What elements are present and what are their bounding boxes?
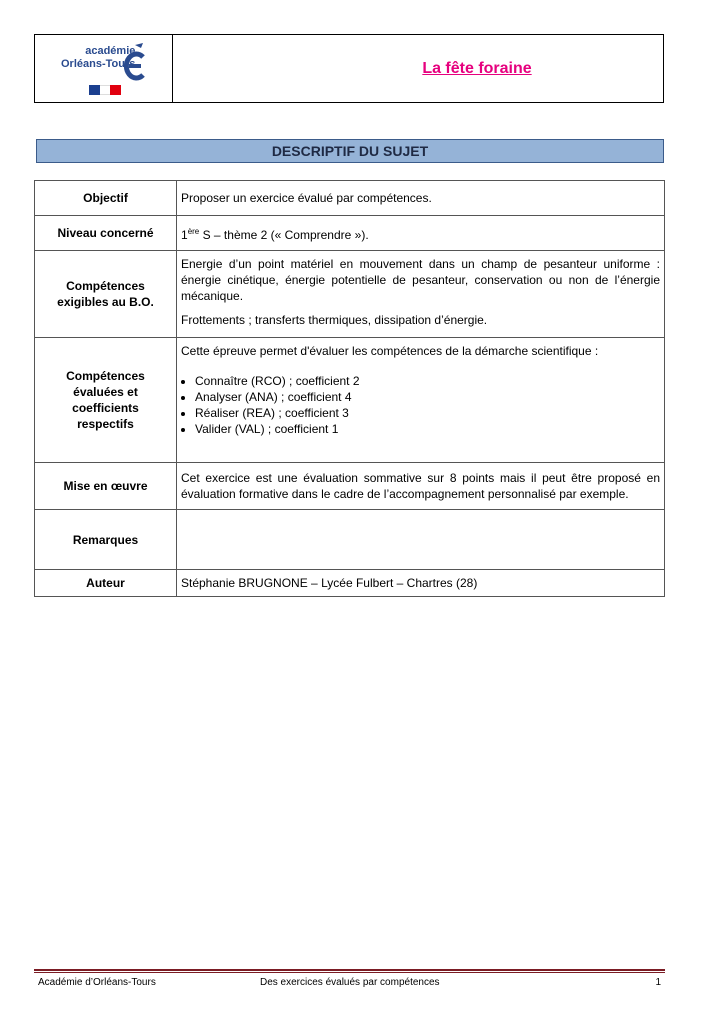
footer-center: Des exercices évalués par compétences — [260, 977, 440, 988]
row-value — [177, 181, 665, 216]
logo-line1: académie — [85, 45, 136, 57]
list-item: • Valider (VAL) ; coefficient 1 — [195, 421, 660, 437]
bo-paragraph-2: Frottements ; transferts thermiques, dissipation d’énergie. — [181, 313, 488, 327]
document-title: La fête foraine — [422, 59, 532, 77]
row-label: Auteur — [35, 570, 177, 597]
list-item: • Analyser (ANA) ; coefficient 4 — [195, 389, 660, 405]
list-item: • Connaître (RCO) ; coefficient 2 — [195, 373, 660, 389]
competence-list — [181, 373, 660, 437]
row-value — [177, 510, 665, 570]
page-number: 1 — [655, 977, 661, 988]
label-line: coefficients — [72, 401, 139, 415]
label-line: respectifs — [77, 417, 134, 431]
row-label: Objectif — [35, 181, 177, 216]
academy-logo — [35, 35, 173, 102]
row-value — [177, 338, 665, 463]
row-value — [177, 251, 665, 338]
label-line: évaluées et — [73, 385, 138, 399]
row-value — [177, 570, 665, 597]
row-value — [177, 216, 665, 251]
niveau-num: 1 — [181, 227, 188, 242]
label-line: exigibles au B.O. — [57, 295, 154, 309]
eval-intro: Cette épreuve permet d'évaluer les compétences de la démarche scientifique : — [181, 344, 599, 358]
table-row — [35, 510, 665, 570]
flag-red — [110, 85, 121, 95]
footer-rule — [34, 969, 665, 971]
description-table — [34, 180, 665, 597]
header-box — [34, 34, 664, 103]
row-label — [35, 338, 177, 463]
footer-left: Académie d’Orléans-Tours — [38, 977, 156, 988]
row-label: Niveau concerné — [35, 216, 177, 251]
niveau-rest: S – thème 2 (« Comprendre »). — [199, 227, 369, 242]
logo-line2: Orléans-Tours — [61, 58, 136, 70]
footer-rule-thin — [34, 972, 665, 973]
table-row — [35, 216, 665, 251]
label-line: Compétences — [66, 279, 145, 293]
mise-text: Cet exercice est une évaluation sommative sur 8 points mais il peut être proposé en évaluation formative dans le cadre de l’accompagnement personnalisé par exemple. — [181, 471, 660, 501]
row-label: Remarques — [35, 510, 177, 570]
republic-flag-icon — [89, 85, 121, 95]
bo-paragraph-1: Energie d’un point matériel en mouvement dans un champ de pesanteur uniforme : énergie cinétique, énergie potentielle de pesanteur, conservation ou non de l’énergie mécanique. — [181, 257, 660, 303]
table-row — [35, 570, 665, 597]
table-row — [35, 463, 665, 510]
row-label — [35, 251, 177, 338]
auteur-text: Stéphanie BRUGNONE – Lycée Fulbert – Chartres (28) — [181, 576, 478, 590]
table-row — [35, 251, 665, 338]
row-value — [177, 463, 665, 510]
flag-blue — [89, 85, 100, 95]
label-line: Compétences — [66, 369, 145, 383]
row-label: Mise en œuvre — [35, 463, 177, 510]
table-row — [35, 338, 665, 463]
objectif-text: Proposer un exercice évalué par compétences. — [181, 191, 432, 205]
flag-white — [100, 85, 111, 95]
logo-e-icon — [121, 43, 151, 83]
niveau-sup: ère — [187, 226, 200, 236]
table-row — [35, 181, 665, 216]
list-item: • Réaliser (REA) ; coefficient 3 — [195, 405, 660, 421]
title-cell — [173, 35, 663, 102]
section-banner: DESCRIPTIF DU SUJET — [36, 139, 664, 163]
page-footer — [38, 977, 661, 988]
